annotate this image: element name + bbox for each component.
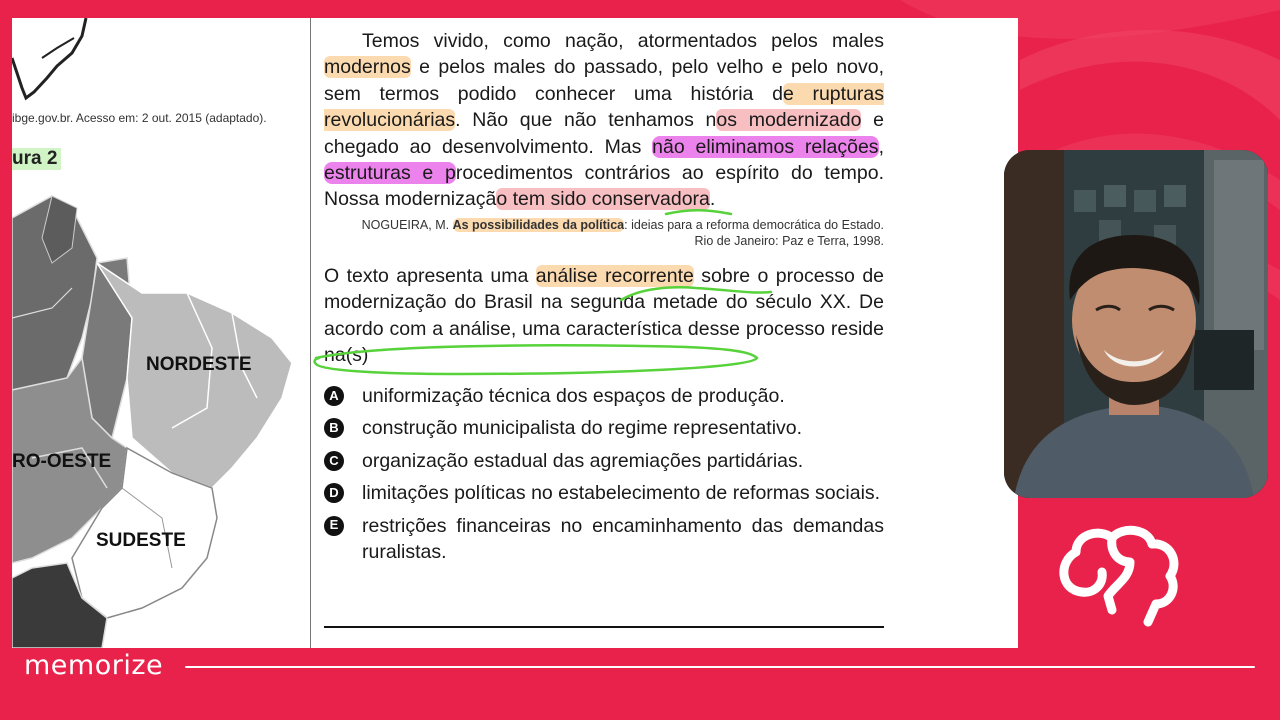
highlight-estruturas: estruturas e p xyxy=(324,162,456,185)
option-b[interactable] xyxy=(324,415,884,441)
question-stem xyxy=(324,263,884,369)
option-e[interactable] xyxy=(324,513,884,566)
citation xyxy=(324,217,884,249)
passage-segment: . xyxy=(709,188,716,211)
citation-publisher: Rio de Janeiro: Paz e Terra, 1998. xyxy=(694,234,884,248)
option-text: construção municipalista do regime representativo. xyxy=(362,417,803,440)
option-text: organização estadual das agremiações partidárias. xyxy=(362,449,804,472)
passage-text xyxy=(324,28,884,213)
bottom-rule xyxy=(324,626,884,628)
highlight-rupturas: e rupturas revolucionárias xyxy=(324,82,884,132)
highlight-modernizado: os modernizado xyxy=(716,109,862,132)
map-panel xyxy=(12,18,310,648)
passage-segment: e chegado ao desenvolvimento. Mas xyxy=(324,109,884,158)
question-segment: sobre o processo de modernização do Brasil na segunda metade do século XX. De acordo com a análise, uma característica desse processo reside na(s) xyxy=(324,265,885,367)
option-c[interactable] xyxy=(324,448,884,474)
region-label-centro-oeste: RO-OESTE xyxy=(12,451,112,472)
question-segment: O texto apresenta uma xyxy=(324,265,536,287)
option-d[interactable] xyxy=(324,480,884,506)
document-panel xyxy=(310,18,1018,648)
presenter-webcam xyxy=(1004,150,1268,498)
region-label-nordeste: NORDESTE xyxy=(146,354,252,375)
passage-segment: . Não que não tenhamos n xyxy=(455,109,717,132)
option-letter: D xyxy=(324,483,344,503)
figure-label: ura 2 xyxy=(12,148,61,170)
passage-segment: Temos vivido, como nação, atormentados pelos males xyxy=(362,30,884,52)
passage-segment: , xyxy=(878,135,884,158)
citation-rest: : ideias para a reforma democrática do Estado. xyxy=(624,218,884,232)
highlight-modernos: modernos xyxy=(324,56,411,79)
highlight-conservadora: o tem sido conservadora xyxy=(496,188,710,211)
highlight-nao-eliminamos: não eliminamos relações xyxy=(652,135,879,158)
brand-divider-line xyxy=(185,666,1255,668)
option-letter: A xyxy=(324,386,344,406)
region-label-sudeste: SUDESTE xyxy=(96,530,186,551)
presenter-video-frame xyxy=(1004,150,1268,498)
answer-options xyxy=(324,383,884,571)
passage-segment: rocedimentos contrários ao espírito do tempo. Nossa modernizaçã xyxy=(324,162,885,211)
highlight-analise-recorrente: análise recorrente xyxy=(535,265,694,287)
citation-title: As possibilidades da política xyxy=(452,218,625,232)
option-letter: E xyxy=(324,516,344,536)
option-letter: C xyxy=(324,451,344,471)
brand-name: memorize xyxy=(24,650,164,681)
citation-author: NOGUEIRA, M. xyxy=(361,218,453,232)
option-text: limitações políticas no estabelecimento de reformas sociais. xyxy=(362,482,881,505)
map-source-citation: ibge.gov.br. Acesso em: 2 out. 2015 (adaptado). xyxy=(12,111,267,125)
brain-icon xyxy=(1052,522,1184,630)
option-text: uniformização técnica dos espaços de produção. xyxy=(362,385,785,407)
option-letter: B xyxy=(324,418,344,438)
option-text: restrições financeiras no encaminhamento das demandas ruralistas. xyxy=(362,514,884,564)
passage-segment: e pelos males do passado, pelo velho e pelo novo, sem termos podido conhecer uma história d xyxy=(324,56,884,105)
option-a[interactable] xyxy=(324,383,884,409)
